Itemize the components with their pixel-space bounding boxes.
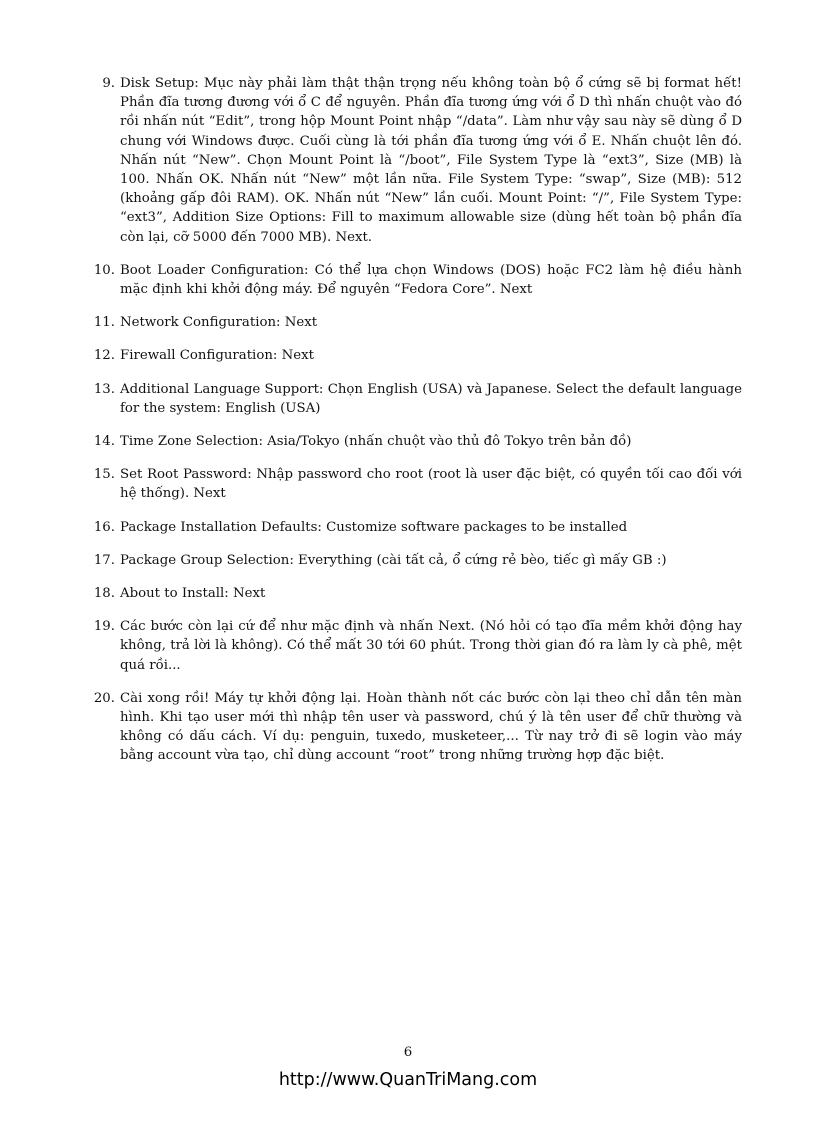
step-number: 10.: [93, 262, 115, 278]
list-item: [82, 313, 742, 332]
list-item: [82, 465, 742, 503]
step-text: About to Install: Next: [120, 586, 266, 602]
step-number: 13.: [93, 381, 115, 397]
footer-url: http://www.QuanTriMang.com: [278, 1070, 538, 1090]
list-item: [82, 689, 742, 766]
step-text: Package Installation Defaults: Customize software packages to be installed: [120, 519, 628, 535]
step-text: Time Zone Selection: Asia/Tokyo (nhấn chuột vào thủ đô Tokyo trên bản đồ): [120, 434, 632, 450]
step-number: 17.: [93, 552, 115, 568]
page-number: 6: [403, 1045, 413, 1060]
step-text: Boot Loader Configuration: Có thể lựa chọn Windows (DOS) hoặc FC2 làm hệ điều hành mặc định khi khởi động máy. Để nguyên “Fedora Core”. Next: [120, 262, 742, 298]
list-item: [82, 346, 742, 365]
step-number: 19.: [93, 619, 115, 635]
step-number: 9.: [102, 76, 115, 91]
step-number: 18.: [93, 586, 115, 602]
step-text: Additional Language Support: Chọn English (USA) và Japanese. Select the default language for the system: English (USA): [120, 381, 742, 416]
step-number: 12.: [93, 348, 115, 364]
list-item: [82, 584, 742, 603]
list-item: [82, 518, 742, 537]
list-item: [82, 74, 742, 247]
list-item: [82, 261, 742, 299]
step-text: Package Group Selection: Everything (cài tất cả, ổ cứng rẻ bèo, tiếc gì mấy GB :): [120, 552, 667, 568]
step-text: Set Root Password: Nhập password cho root (root là user đặc biệt, có quyền tối cao đối với hệ thống). Next: [120, 467, 742, 502]
list-item: [82, 432, 742, 451]
step-number: 14.: [93, 434, 115, 450]
list-item: [82, 617, 742, 675]
step-number: 20.: [93, 690, 115, 706]
step-number: 11.: [93, 315, 115, 331]
step-number: 16.: [93, 519, 115, 535]
install-steps-list: [82, 74, 742, 780]
step-text: Cài xong rồi! Máy tự khởi động lại. Hoàn thành nốt các bước còn lại theo chỉ dẫn tên màn hình. Khi tạo user mới thì nhập tên user và password, chú ý là tên user để chữ thường và không có dấu cách. Ví dụ: penguin, tuxedo, musketeer,... Từ nay trở đi sẽ login vào máy bằng account vừa tạo, chỉ dùng account “root” trong những trường hợp đặc biệt.: [120, 690, 742, 764]
step-text: Các bước còn lại cứ để như mặc định và nhấn Next. (Nó hỏi có tạo đĩa mềm khởi động hay không, trả lời là không). Có thể mất 30 tới 60 phút. Trong thời gian đó ra làm ly cà phê, mệt quá rồi...: [120, 619, 742, 673]
step-text: Firewall Configuration: Next: [120, 348, 314, 364]
list-item: [82, 551, 742, 570]
list-item: [82, 380, 742, 418]
step-text: Network Configuration: Next: [120, 315, 318, 331]
step-text: Disk Setup: Mục này phải làm thật thận trọng nếu không toàn bộ ổ cứng sẽ bị format hết! Phần đĩa tương đương với ổ C để nguyên. Phần đĩa tương ứng với ổ D thì nhấn chuột vào đó rồi nhấn nút “Edit”, trong hộp Mount Point nhập “/data”. Làm như vậy sau này sẽ dùng ổ D chung với Windows được. Cuối cùng là tới phần đĩa tương ứng với ổ E. Nhấn chuột lên đó. Nhấn nút “New”. Chọn Mount Point là “/boot”, File System Type là “ext3”, Size (MB) là 100. Nhấn OK. Nhấn nút “New” một lần nữa. File System Type: “swap”, Size (MB): 512 (khoảng gấp đôi RAM). OK. Nhấn nút “New” lần cuối. Mount Point: “/”, File System Type: “ext3”, Addition Size Options: Fill to maximum allowable size (dùng hết toàn bộ phần đĩa còn lại, cỡ 5000 đến 7000 MB). Next.: [120, 76, 742, 245]
step-number: 15.: [93, 467, 115, 483]
